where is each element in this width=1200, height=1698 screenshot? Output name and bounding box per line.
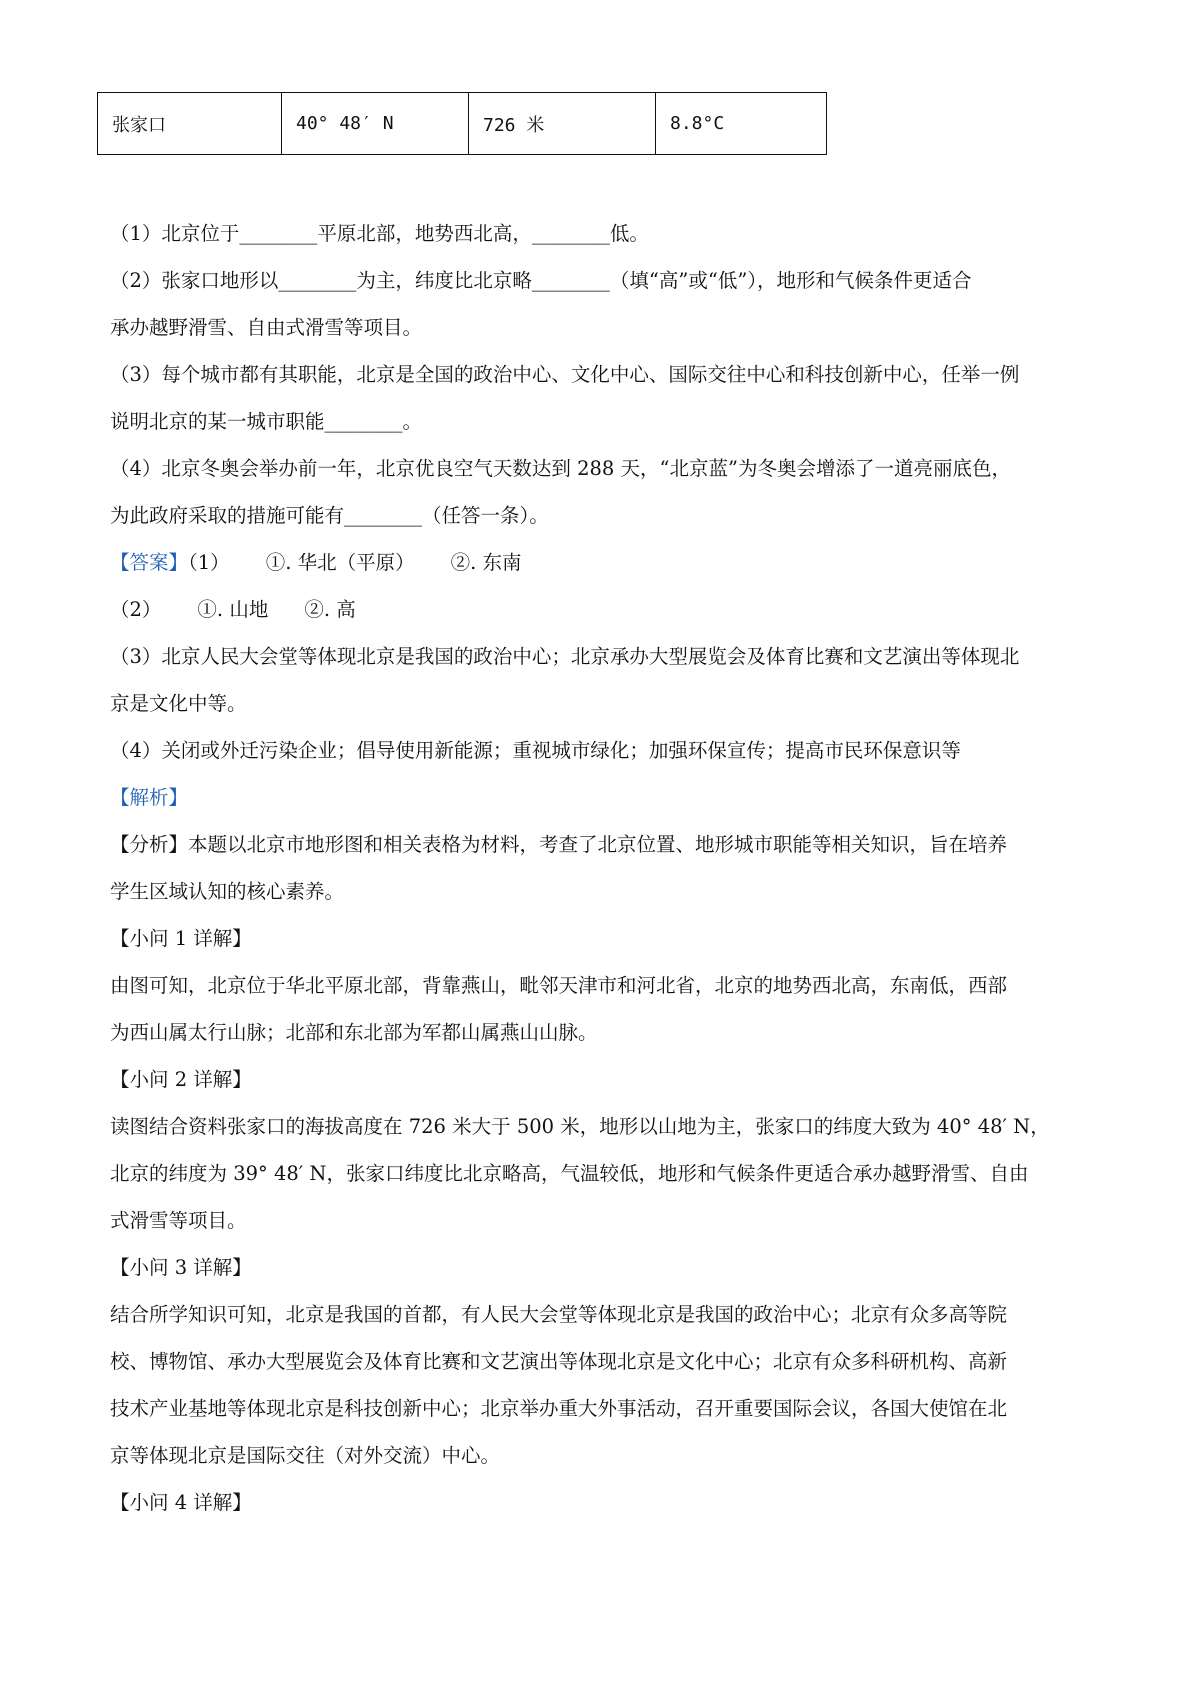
analysis-line: 为西山属太行山脉；北部和东北部为军都山属燕山山脉。	[110, 1021, 598, 1044]
analysis-line: 【小问 4 详解】	[110, 1491, 252, 1514]
document-body	[110, 210, 1100, 1526]
city-data-table	[97, 92, 827, 155]
analysis-heading	[110, 774, 1100, 821]
analysis-line: 结合所学知识可知，北京是我国的首都，有人民大会堂等体现北京是我国的政治中心；北京有众多高等院	[110, 1303, 1008, 1326]
analysis-line: 技术产业基地等体现北京是科技创新中心；北京举办重大外事活动，召开重要国际会议，各国大使馆在北	[110, 1397, 1008, 1420]
answer-line-3: （3）北京人民大会堂等体现北京是我国的政治中心；北京承办大型展览会及体育比赛和文艺演出等体现北	[110, 645, 1020, 668]
analysis-label: 【解析】	[110, 786, 189, 809]
analysis-line: 【小问 2 详解】	[110, 1068, 252, 1091]
analysis-line: 学生区域认知的核心素养。	[110, 880, 345, 903]
answer-q1-a: ①. 华北（平原）	[265, 551, 415, 574]
table-cell-latitude: 40° 48′ N	[282, 93, 469, 155]
analysis-line: 校、博物馆、承办大型展览会及体育比赛和文艺演出等体现北京是文化中心；北京有众多科研机构、高新	[110, 1350, 1008, 1373]
table-row	[98, 93, 827, 155]
analysis-line: 由图可知，北京位于华北平原北部，背靠燕山，毗邻天津市和河北省，北京的地势西北高，东南低，西部	[110, 974, 1008, 997]
analysis-line: 【小问 3 详解】	[110, 1256, 252, 1279]
analysis-line: 【小问 1 详解】	[110, 927, 252, 950]
question-line: （3）每个城市都有其职能，北京是全国的政治中心、文化中心、国际交往中心和科技创新中心，任举一例	[110, 363, 1020, 386]
analysis-line: 式滑雪等项目。	[110, 1209, 247, 1232]
analysis-line: 【分析】本题以北京市地形图和相关表格为材料，考查了北京位置、地形城市职能等相关知识，旨在培养	[110, 833, 1008, 856]
question-line: 承办越野滑雪、自由式滑雪等项目。	[110, 316, 423, 339]
analysis-line: 北京的纬度为 39° 48′ N，张家口纬度比北京略高，气温较低，地形和气候条件更适合承办越野滑雪、自由	[110, 1162, 1029, 1185]
question-line: （2）张家口地形以________为主，纬度比北京略________（填“高”或“低”），地形和气候条件更适合	[110, 269, 972, 292]
question-line: 说明北京的某一城市职能________。	[110, 410, 423, 433]
answer-q2-a: ①. 山地	[197, 598, 269, 621]
question-line: （4）北京冬奥会举办前一年，北京优良空气天数达到 288 天，“北京蓝”为冬奥会增添了一道亮丽底色，	[110, 457, 1011, 480]
answer-q1-number: （1）	[188, 551, 230, 574]
question-line: 为此政府采取的措施可能有________（任答一条）。	[110, 504, 549, 527]
table-cell-city: 张家口	[98, 93, 282, 155]
answer-q2-number: （2）	[110, 598, 162, 621]
table-cell-temperature: 8.8°C	[656, 93, 827, 155]
analysis-line: 读图结合资料张家口的海拔高度在 726 米大于 500 米，地形以山地为主，张家口的纬度大致为 40° 48′ N，	[110, 1115, 1050, 1138]
answer-line-2	[110, 586, 1100, 633]
answer-q2-b: ②. 高	[304, 598, 356, 621]
answer-q1-b: ②. 东南	[450, 551, 522, 574]
table-cell-elevation: 726 米	[469, 93, 656, 155]
question-line: （1）北京位于________平原北部，地势西北高，________低。	[110, 222, 649, 245]
analysis-line: 京等体现北京是国际交往（对外交流）中心。	[110, 1444, 501, 1467]
answer-line-5: （4）关闭或外迁污染企业；倡导使用新能源；重视城市绿化；加强环保宣传；提高市民环保意识等	[110, 739, 961, 762]
answer-line-1	[110, 539, 1100, 586]
answer-line-4: 京是文化中等。	[110, 692, 247, 715]
answer-label: 【答案】	[110, 551, 189, 574]
